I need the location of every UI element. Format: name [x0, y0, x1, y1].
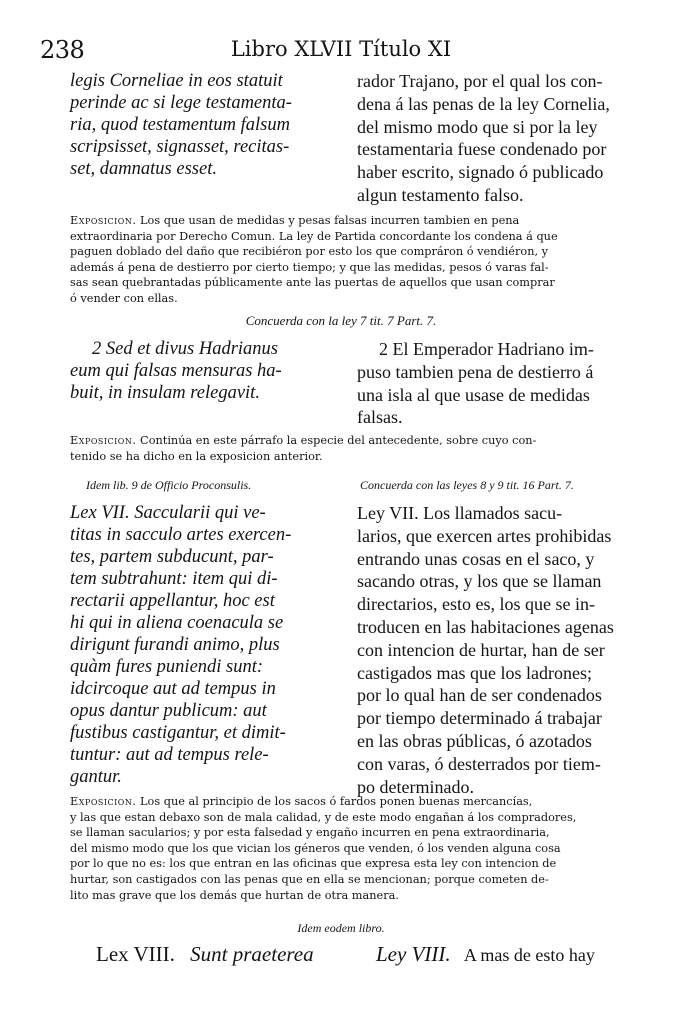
exposicion-line: Los que al principio de los sacos ó fardos ponen buenas mercancías, [136, 795, 533, 808]
latin-line: tes, partem subducunt, par- [70, 547, 274, 567]
spanish-line: rador Trajano, por el qual los con- [357, 71, 603, 91]
spanish-column-1 [357, 70, 627, 207]
latin-line: Lex VII. Saccularii qui ve- [70, 503, 266, 523]
spanish-line: Ley VII. Los llamados sacu- [357, 503, 563, 523]
exposicion-line: del mismo modo que los que vician los géneros que venden, ó los venden alguna cosa [70, 841, 561, 855]
exposicion-line: lito mas grave que los demás que hurtan de otra manera. [70, 888, 399, 902]
spanish-line: po determinado. [357, 776, 474, 797]
spanish-line: por tiempo determinado á trabajar [357, 708, 602, 729]
exposicion-line: además á pena de destierro por cierto tiempo; y que las medidas, pesos ó varas fal- [70, 260, 549, 274]
latin-line: opus dantur publicum: aut [70, 701, 267, 721]
exposicion-line: tenido se ha dicho en la exposicion anterior. [70, 449, 323, 463]
footer-latin [96, 942, 314, 967]
spanish-line: troducen en las habitaciones agenas [357, 616, 614, 637]
exposicion-2 [70, 433, 625, 464]
latin-line: tem subtrahunt: item qui di- [70, 569, 278, 589]
exposicion-line: se llaman sacularios; y por esta falsedad y engaño incurren en pena extraordinaria, [70, 826, 550, 840]
latin-line: perinde ac si lege testamenta- [70, 93, 292, 113]
spanish-start: A mas de esto hay [463, 945, 595, 965]
latin-line: dirigunt furandi animo, plus [70, 635, 280, 655]
latin-column-3 [70, 502, 335, 788]
spanish-line: una isla al que usase de medidas [357, 384, 590, 405]
latin-line: idcircoque aut ad tempus in [70, 679, 276, 699]
exposicion-line: Los que usan de medidas y pesas falsas incurren tambien en pena [136, 214, 520, 227]
latin-line: 2 Sed et divus Hadrianus [92, 339, 279, 359]
latin-column-1 [70, 70, 335, 180]
latin-line: tuntur: aut ad tempus rele- [70, 745, 269, 765]
latin-column-2 [70, 338, 335, 404]
spanish-line: en las obras públicas, ó azotados [357, 730, 592, 751]
spanish-line: con varas, ó desterrados por tiem- [357, 753, 601, 774]
latin-line: scripsisset, signasset, recitas- [70, 137, 290, 157]
running-title: Libro XLVII Título XI [230, 37, 452, 61]
footer-spanish [376, 942, 595, 967]
page-number: 238 [40, 36, 85, 64]
spanish-line: por lo qual han de ser condenados [357, 685, 602, 706]
latin-line: gantur. [70, 767, 122, 787]
spanish-line: falsas. [357, 407, 403, 428]
exposicion-line: por lo que no es: los que entran en las oficinas que expresa esta ley con intencion de [70, 857, 557, 871]
spanish-line: directarios, esto es, los que se in- [357, 594, 595, 615]
concuerda-reference-2: Concuerda con las leyes 8 y 9 tit. 16 Part. 7. [360, 478, 574, 492]
exposicion-1 [70, 213, 625, 307]
spanish-column-2 [357, 338, 627, 429]
spanish-line: larios, que exercen artes prohibidas [357, 525, 612, 546]
exposicion-3 [70, 794, 625, 903]
latin-line: set, damnatus esset. [70, 159, 217, 179]
latin-line: hi qui in aliena coenacula se [70, 613, 284, 633]
spanish-line: del mismo modo que si por la ley [357, 116, 598, 137]
exposicion-line: paguen doblado del daño que recibiéron por esto los que compráron ó vendiéron, y [70, 245, 549, 259]
exposicion-line: sas sean quebrantadas públicamente ante las puertas de aquellos que usan comprar [70, 276, 555, 290]
spanish-line: algun testamento falso. [357, 184, 524, 205]
spanish-column-3 [357, 502, 627, 798]
exposicion-line: y las que estan debaxo son de mala calidad, y de este modo engañan á los compradores, [70, 810, 577, 824]
exposicion-line: ó vender con ellas. [70, 291, 178, 305]
exposicion-label: Exposicion. [70, 795, 137, 808]
spanish-line: haber escrito, signado ó publicado [357, 162, 604, 183]
idem-reference-2: Idem eodem libro. [297, 921, 385, 935]
spanish-line: 2 El Emperador Hadriano im- [379, 339, 594, 359]
exposicion-line: hurtar, son castigados con las penas que en ella se mencionan; porque cometen de- [70, 872, 549, 886]
latin-line: rectarii appellantur, hoc est [70, 591, 275, 611]
exposicion-label: Exposicion. [70, 214, 137, 227]
exposicion-label: Exposicion. [70, 434, 137, 447]
spanish-line: entrando unas cosas en el saco, y [357, 548, 595, 569]
latin-line: ria, quod testamentum falsum [70, 115, 290, 135]
concuerda-reference-1: Concuerda con la ley 7 tit. 7 Part. 7. [245, 313, 437, 328]
latin-line: buit, in insulam relegavit. [70, 383, 260, 403]
ley-number: Ley VIII. [376, 942, 451, 966]
spanish-line: castigados mas que los ladrones; [357, 662, 592, 683]
lex-number: Lex VIII. [96, 942, 175, 966]
spanish-line: testamentaria fuese condenado por [357, 139, 607, 160]
spanish-line: sacando otras, y los que se llaman [357, 571, 602, 592]
latin-line: fustibus castigantur, et dimit- [70, 723, 286, 743]
latin-start: Sunt praeterea [190, 942, 314, 966]
latin-line: quàm fures puniendi sunt: [70, 657, 264, 677]
exposicion-line: extraordinaria por Derecho Comun. La ley de Partida concordante los condena á que [70, 229, 558, 243]
spanish-line: dena á las penas de la ley Cornelia, [357, 93, 610, 114]
idem-reference: Idem lib. 9 de Officio Proconsulis. [86, 478, 252, 492]
spanish-line: con intencion de hurtar, han de ser [357, 639, 605, 660]
latin-line: titas in sacculo artes exercen- [70, 525, 292, 545]
latin-line: eum qui falsas mensuras ha- [70, 361, 282, 381]
latin-line: legis Corneliae in eos statuit [70, 71, 283, 91]
spanish-line: puso tambien pena de destierro á [357, 361, 594, 382]
exposicion-line: Continúa en este párrafo la especie del antecedente, sobre cuyo con- [136, 434, 537, 447]
